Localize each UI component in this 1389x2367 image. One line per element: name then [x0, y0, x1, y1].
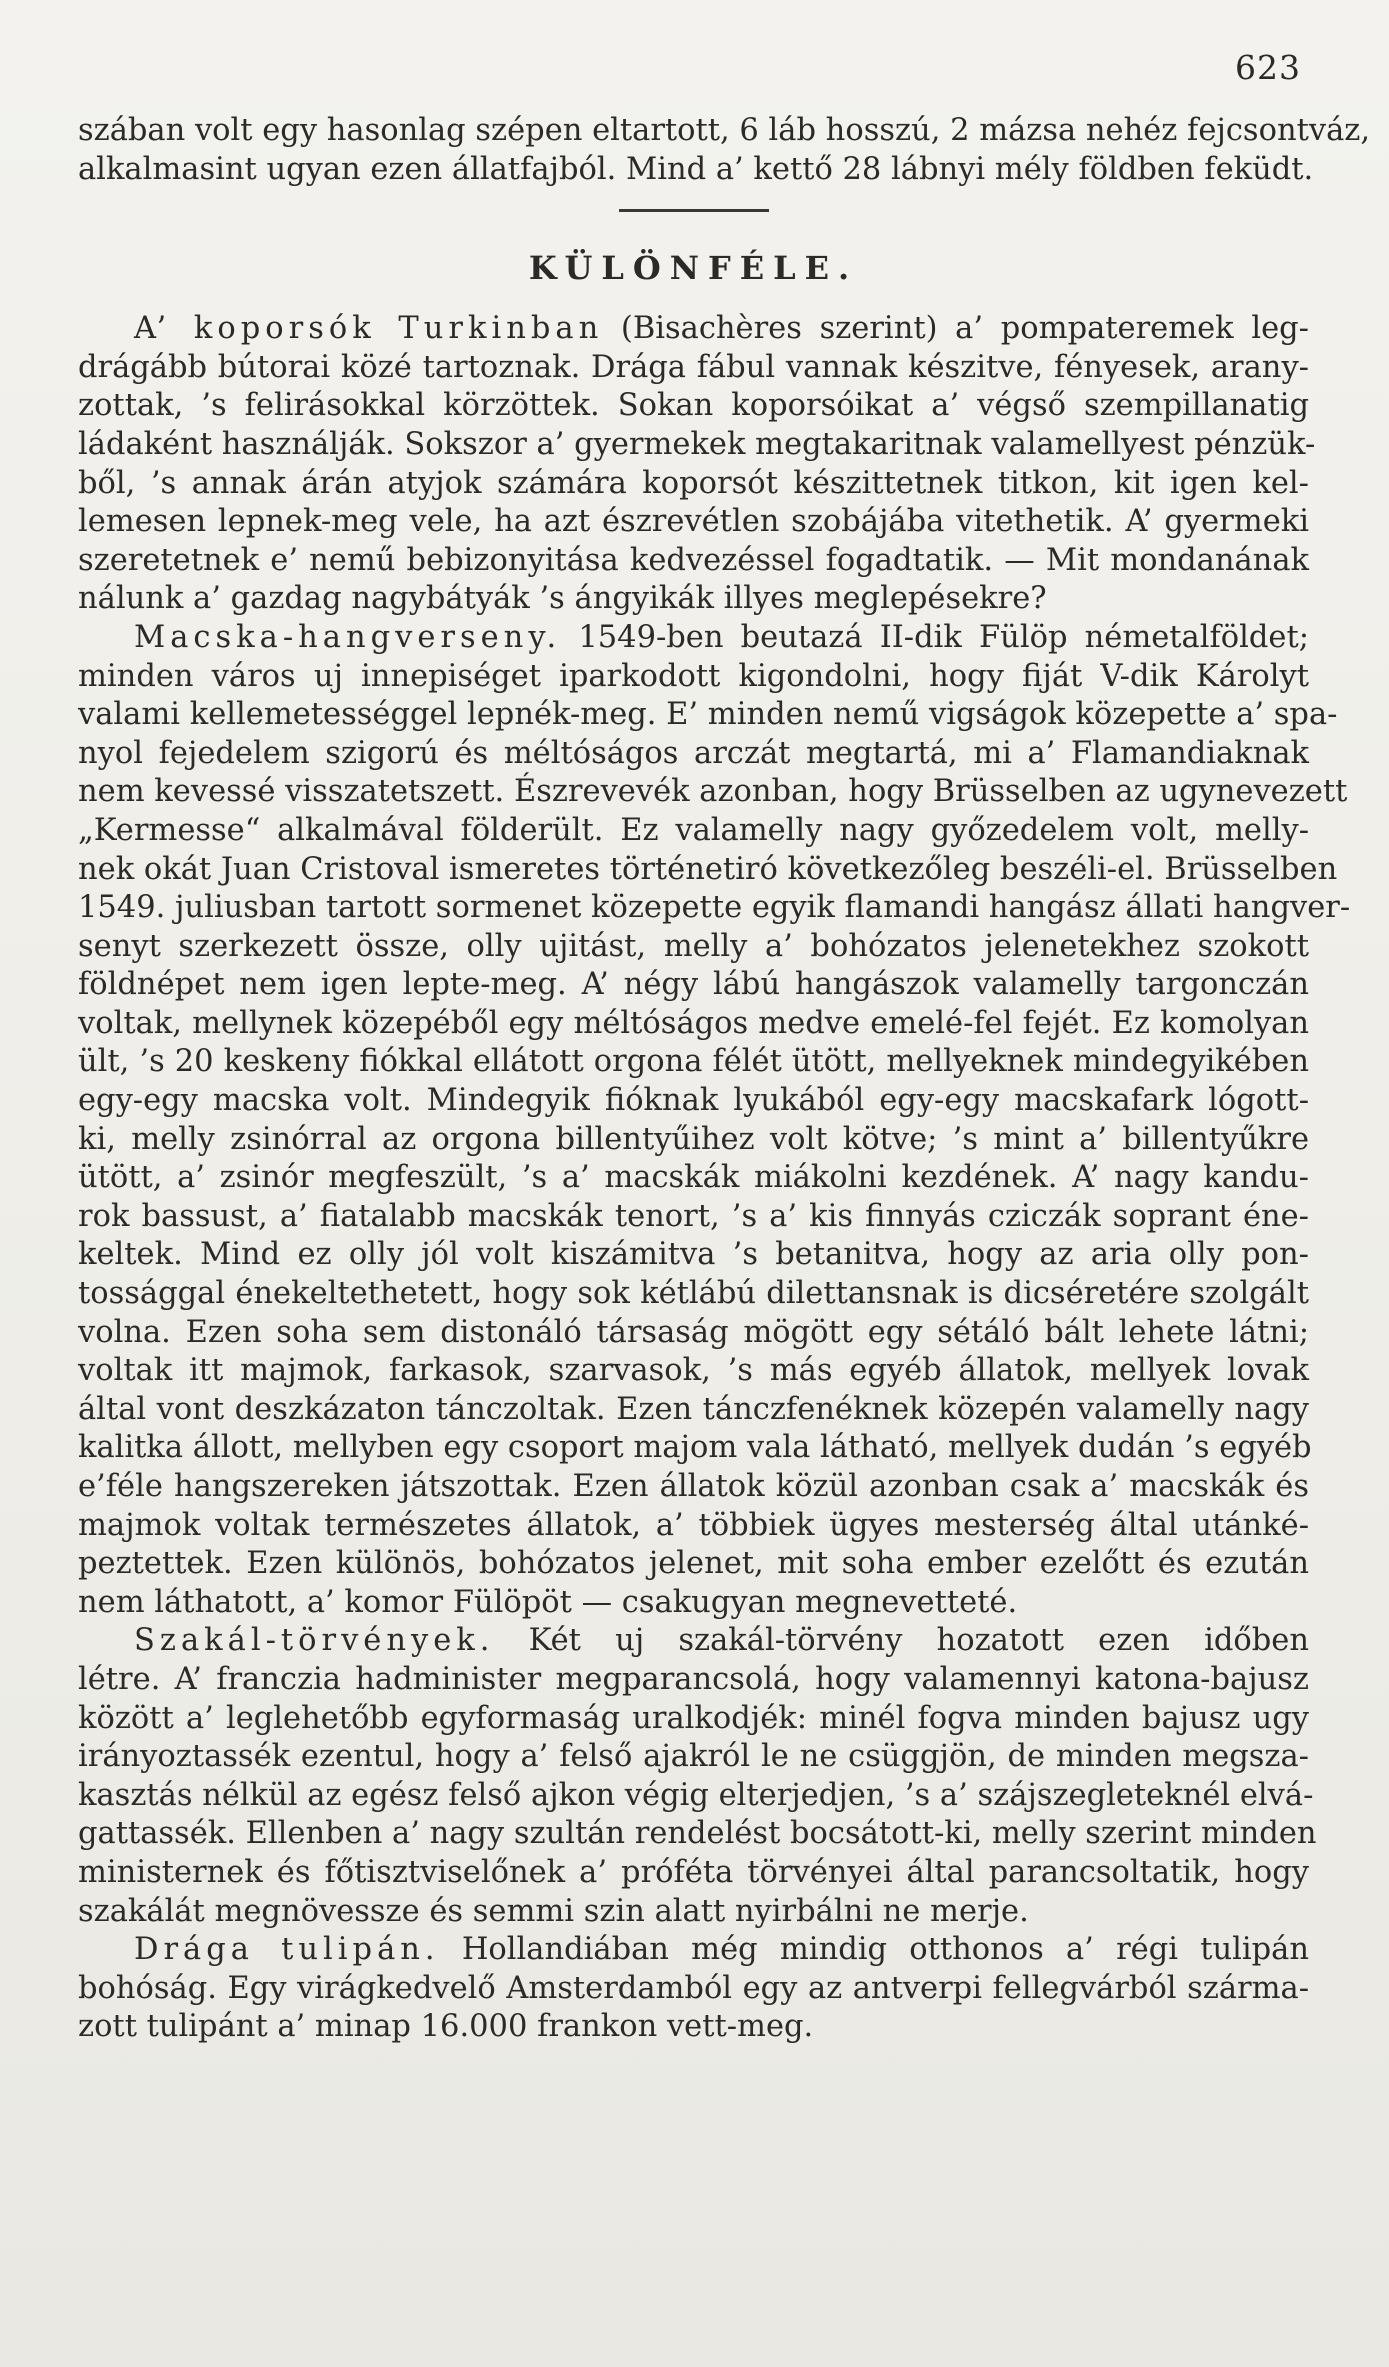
- text-line: [78, 1622, 1309, 1661]
- text-line: peztettek. Ezen különös, bohózatos jelenet, mit soha ember ezelőtt és ezután: [78, 1546, 1309, 1582]
- text-line: voltak, mellynek közepéből egy méltóságos medve emelé-fel fejét. Ez komolyan: [78, 1005, 1309, 1041]
- paragraph-lead: Drága tulipán.: [134, 1932, 440, 1968]
- text-line: tossággal énekeltethetett, hogy sok kétlábú dilettansnak is dicséretére szolgált: [78, 1276, 1309, 1312]
- text-line: „Kermesse“ alkalmával földerült. Ez valamelly nagy győzedelem volt, melly-: [78, 812, 1309, 848]
- paragraph-coffins: [78, 310, 1316, 619]
- text-line: keltek. Mind ez olly jól volt kiszámitva ’s betanitva, hogy az aria olly pon-: [78, 1237, 1309, 1273]
- text-line: gattassék. Ellenben a’ nagy szultán rendelést bocsátott-ki, melly szerint minden: [78, 1816, 1317, 1852]
- section-heading: KÜLÖNFÉLE.: [528, 249, 859, 288]
- text-line: zott tulipánt a’ minap 16.000 frankon vett-meg.: [78, 2009, 814, 2045]
- text-line: nem kevessé visszatetszett. Észrevevék azonban, hogy Brüsselben az ugynevezett: [78, 774, 1348, 810]
- text-line: 1549. juliusban tartott sormenet közepette egyik flamandi hangász állati hangver-: [78, 890, 1351, 926]
- text-line: kasztás nélkül az egész felső ajkon végig elterjedjen, ’s a’ szájszegleteknél elvá-: [78, 1777, 1314, 1813]
- text-line: ládaként használják. Sokszor a’ gyermekek megtakaritnak valamellyest pénzük-: [78, 426, 1316, 462]
- text-line: [78, 310, 1309, 349]
- text-line: létre. A’ franczia hadminister megparancsolá, hogy valamennyi katona-bajusz: [78, 1661, 1309, 1697]
- section-divider: [619, 209, 769, 212]
- text-line: szában volt egy hasonlag szépen eltartott, 6 láb hosszú, 2 mázsa nehéz fejcsontváz,: [78, 113, 1371, 148]
- text-line: földnépet nem igen lepte-meg. A’ négy lábú hangászok valamelly targonczán: [78, 967, 1309, 1003]
- paragraph-lead: A’ koporsók Turkinban: [134, 311, 604, 347]
- paragraph-lead: Macska-hangverseny.: [134, 619, 562, 655]
- paragraph-tulip: [78, 1931, 1309, 2047]
- paragraph-lead-rest: 1549-ben beutazá II-dik Fülöp németalföldet;: [561, 619, 1309, 655]
- text-line: [78, 1931, 1309, 1970]
- text-line: nyol fejedelem szigorú és méltóságos arczát megtartá, mi a’ Flamandiaknak: [78, 735, 1309, 771]
- text-line: nem láthatott, a’ komor Fülöpöt — csakugyan megnevetteté.: [78, 1584, 1018, 1620]
- text-line: nek okát Juan Cristoval ismeretes történetiró következőleg beszéli-el. Brüsselben: [78, 851, 1338, 887]
- text-line: lemesen lepnek-meg vele, ha azt észrevétlen szobájába vitethetik. A’ gyermeki: [78, 504, 1309, 540]
- text-line: drágább bútorai közé tartoznak. Drága fábul vannak készitve, fényesek, arany-: [78, 349, 1309, 385]
- text-line: majmok voltak természetes állatok, a’ többiek ügyes mesterség által utánké-: [78, 1507, 1309, 1543]
- text-line: [78, 619, 1309, 658]
- text-line: zottak, ’s felirásokkal körzöttek. Sokan koporsóikat a’ végső szempillanatig: [78, 388, 1309, 424]
- text-line: irányoztassék ezentul, hogy a’ felső ajakról le ne csüggjön, de minden megsza-: [78, 1739, 1309, 1775]
- text-line: kalitka állott, mellyben egy csoport majom vala látható, mellyek dudán ’s egyéb: [78, 1430, 1312, 1466]
- paragraph-lead-rest: Két uj szakál-törvény hozatott ezen időben: [494, 1623, 1309, 1659]
- text-line: ből, ’s annak árán atyjok számára koporsót készittetnek titkon, kit igen kel-: [78, 465, 1309, 501]
- intro-paragraph: [78, 112, 1371, 189]
- text-line: e’féle hangszereken játszottak. Ezen állatok közül azonban csak a’ macskák és: [78, 1469, 1309, 1504]
- page-body: [78, 112, 1371, 2047]
- paragraph-cat-concert: [78, 619, 1351, 1622]
- text-line: valami kellemetességgel lepnék-meg. E’ minden nemű vigságok közepette a’ spa-: [78, 697, 1338, 733]
- text-line: által vont deszkázaton tánczoltak. Ezen tánczfenéknek közepén valamelly nagy: [78, 1391, 1309, 1427]
- paragraph-beard-laws: [78, 1622, 1317, 1931]
- text-line: alkalmasint ugyan ezen állatfajból. Mind a’ kettő 28 lábnyi mély földben feküdt.: [78, 151, 1314, 187]
- text-line: ministernek és főtisztviselőnek a’ próféta törvényei által parancsoltatik, hogy: [78, 1854, 1309, 1890]
- text-line: ült, ’s 20 keskeny fiókkal ellátott orgona félét ütött, mellyeknek mindegyikében: [78, 1044, 1309, 1080]
- text-line: voltak itt majmok, farkasok, szarvasok, ’s más egyéb állatok, mellyek lovak: [78, 1353, 1309, 1389]
- text-line: szeretetnek e’ nemű bebizonyitása kedvezéssel fogadtatik. — Mit mondanának: [78, 542, 1309, 578]
- text-line: egy-egy macska volt. Mindegyik fióknak lyukából egy-egy macskafark lógott-: [78, 1083, 1309, 1119]
- paragraph-lead-rest: Hollandiában még mindig otthonos a’ régi tulipán: [439, 1932, 1309, 1968]
- text-line: rok bassust, a’ fiatalabb macskák tenort, ’s a’ kis finnyás cziczák soprant éne-: [78, 1198, 1309, 1234]
- text-line: senyt szerkezett össze, olly ujitást, melly a’ bohózatos jelenetekhez szokott: [78, 928, 1309, 964]
- text-line: ki, melly zsinórral az orgona billentyűihez volt kötve; ’s mint a’ billentyűkre: [78, 1121, 1309, 1157]
- text-line: között a’ leglehetőbb egyformaság uralkodjék: minél fogva minden bajusz ugy: [78, 1700, 1309, 1736]
- text-line: nálunk a’ gazdag nagybátyák ’s ángyikák illyes meglepésekre?: [78, 581, 1047, 617]
- text-line: bohóság. Egy virágkedvelő Amsterdamból egy az antverpi fellegvárból szárma-: [78, 1970, 1309, 2006]
- page-number: 623: [1235, 48, 1301, 87]
- text-line: ütött, a’ zsinór megfeszült, ’s a’ macskák miákolni kezdének. A’ nagy kandu-: [78, 1160, 1309, 1196]
- text-line: volna. Ezen soha sem distonáló társaság mögött egy sétáló bált lehete látni;: [78, 1314, 1309, 1350]
- paragraph-lead: Szakál-törvények.: [134, 1623, 495, 1659]
- paragraph-lead-rest: (Bisachères szerint) a’ pompateremek leg-: [603, 311, 1309, 347]
- text-line: szakálát megnövessze és semmi szin alatt nyirbálni ne merje.: [78, 1893, 1029, 1929]
- text-line: minden város uj innepiséget iparkodott kigondolni, hogy fiját V-dik Károlyt: [78, 658, 1309, 694]
